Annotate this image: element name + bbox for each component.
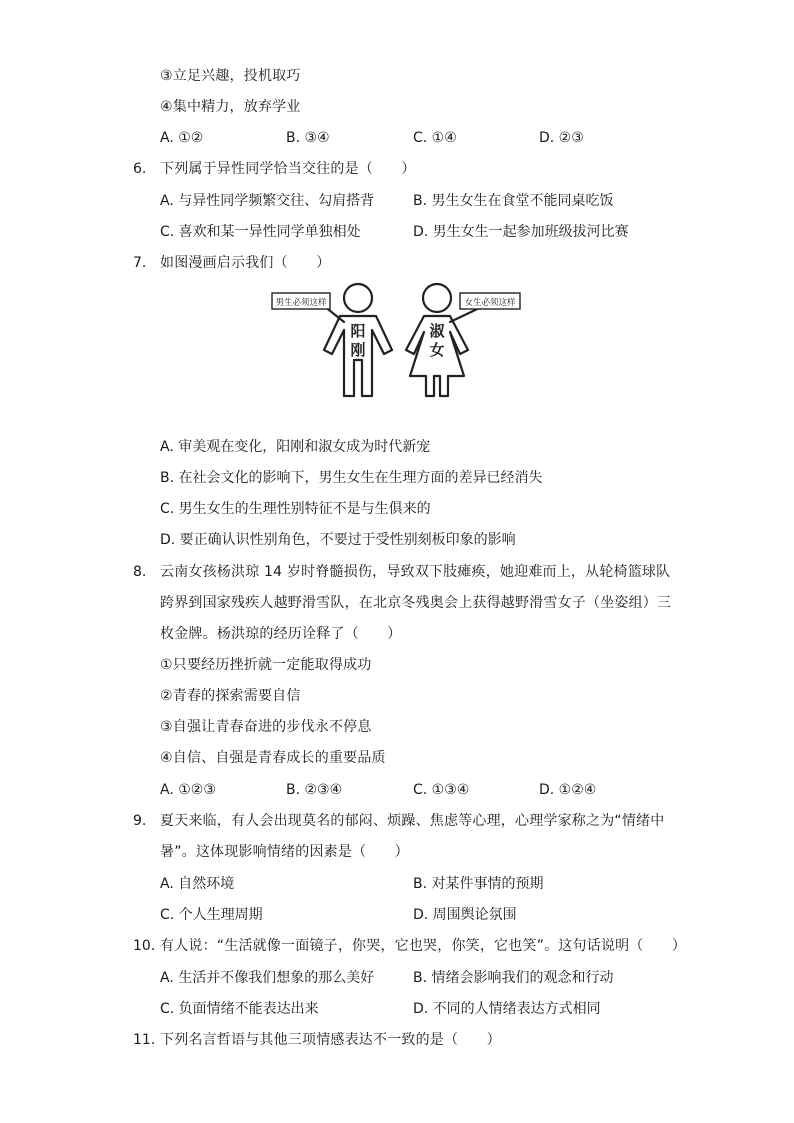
q8-stem-line-1: 云南女孩杨洪琼 14 岁时脊髓损伤，导致双下肢瘫痪，她迎难而上，从轮椅篮球队 <box>160 564 671 580</box>
q9-number: 9. <box>133 813 147 829</box>
q8-option-d: D. ①②④ <box>539 782 597 798</box>
q9-option-d: D. 周围舆论氛围 <box>413 907 517 923</box>
q9-stem-line-1: 夏天来临，有人会出现莫名的郁闷、烦躁、焦虑等心理，心理学家称之为“情绪中 <box>160 813 665 829</box>
girl-sign-text: 女生必须这样 <box>464 298 516 308</box>
q10-option-d: D. 不同的人情绪表达方式相同 <box>413 1001 601 1017</box>
q10-number: 10. <box>133 938 156 954</box>
q8-stem-line-2: 跨界到国家残疾人越野滑雪队，在北京冬残奥会上获得越野滑雪女子（坐姿组）三 <box>160 595 672 611</box>
q7-option-b: B. 在社会文化的影响下，男生女生在生理方面的差异已经消失 <box>160 470 543 486</box>
q6-number: 6. <box>133 161 147 177</box>
q6-stem: 下列属于异性同学恰当交往的是（ ） <box>160 161 416 177</box>
q5-item-3: ③立足兴趣，投机取巧 <box>160 68 301 84</box>
q8-item-4: ④自信、自强是青春成长的重要品质 <box>160 750 386 766</box>
q8-stem-line-3: 枚金牌。杨洪琼的经历诠释了（ ） <box>160 626 402 642</box>
boy-head <box>344 284 372 312</box>
boy-char-2: 刚 <box>350 341 366 359</box>
q9-stem-line-2: 暑”。这体现影响情绪的因素是（ ） <box>160 844 409 860</box>
q11-number: 11. <box>133 1032 156 1048</box>
girl-head <box>423 284 451 312</box>
q5-item-4: ④集中精力，放弃学业 <box>160 99 301 115</box>
q8-option-a: A. ①②③ <box>160 782 216 798</box>
q5-option-d: D. ②③ <box>539 130 584 146</box>
q5-option-a: A. ①② <box>160 130 204 146</box>
girl-char-1: 淑 <box>429 322 445 340</box>
q7-stem: 如图漫画启示我们（ ） <box>160 255 331 271</box>
q8-item-1: ①只要经历挫折就一定能取得成功 <box>160 657 372 673</box>
q6-option-b: B. 男生女生在食堂不能同桌吃饭 <box>413 193 614 209</box>
q5-option-c: C. ①④ <box>413 130 457 146</box>
q9-option-c: C. 个人生理周期 <box>160 907 263 923</box>
q8-item-3: ③自强让青春奋进的步伐永不停息 <box>160 719 372 735</box>
q10-option-a: A. 生活并不像我们想象的那么美好 <box>160 970 375 986</box>
q8-option-c: C. ①③④ <box>413 782 470 798</box>
q10-stem: 有人说：“生活就像一面镜子，你哭，它也哭，你笑，它也笑”。这句话说明（ ） <box>160 938 687 954</box>
q6-option-c: C. 喜欢和某一异性同学单独相处 <box>160 224 361 240</box>
q9-option-b: B. 对某件事情的预期 <box>413 876 544 892</box>
q5-option-b: B. ③④ <box>286 130 330 146</box>
q8-item-2: ②青春的探索需要自信 <box>160 688 301 704</box>
q11-stem: 下列名言哲语与其他三项情感表达不一致的是（ ） <box>160 1032 501 1048</box>
q7-option-a: A. 审美观在变化，阳刚和淑女成为时代新宠 <box>160 439 431 455</box>
q8-option-b: B. ②③④ <box>286 782 343 798</box>
girl-char-2: 女 <box>429 341 445 359</box>
boy-char-1: 阳 <box>350 322 366 340</box>
q9-option-a: A. 自然环境 <box>160 876 235 892</box>
q7-number: 7. <box>133 255 147 271</box>
q6-option-a: A. 与异性同学频繁交往、勾肩搭背 <box>160 193 375 209</box>
comic-figure <box>264 280 529 410</box>
q7-option-c: C. 男生女生的生理性别特征不是与生俱来的 <box>160 501 431 517</box>
comic-illustration <box>264 280 529 410</box>
q6-option-d: D. 男生女生一起参加班级拔河比赛 <box>413 224 629 240</box>
boy-sign-text: 男生必须这样 <box>275 298 327 308</box>
q7-option-d: D. 要正确认识性别角色，不要过于受性别刻板印象的影响 <box>160 532 516 548</box>
q8-number: 8. <box>133 564 147 580</box>
q10-option-b: B. 情绪会影响我们的观念和行动 <box>413 970 614 986</box>
q10-option-c: C. 负面情绪不能表达出来 <box>160 1001 319 1017</box>
